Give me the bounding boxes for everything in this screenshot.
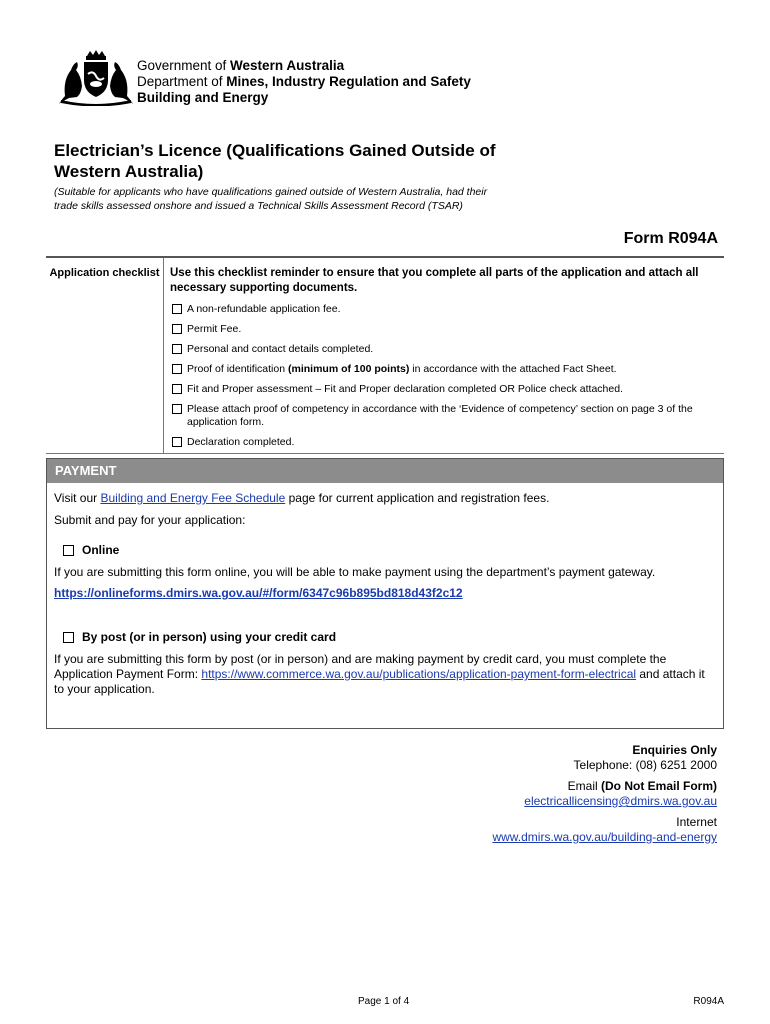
checkbox[interactable] bbox=[172, 437, 182, 447]
checklist-label: Application checklist bbox=[49, 267, 160, 279]
checklist-item-declaration[interactable]: Declaration completed. bbox=[172, 436, 294, 449]
checklist-item-fit-and-proper[interactable]: Fit and Proper assessment – Fit and Proper declaration completed OR Police check attached. bbox=[172, 383, 623, 396]
telephone: Telephone: (08) 6251 2000 bbox=[573, 758, 717, 772]
org-line-division: Building and Energy bbox=[137, 90, 269, 105]
checklist-item-proof-of-id[interactable]: Proof of identification (minimum of 100 points) in accordance with the attached Fact Sheet. bbox=[172, 363, 617, 376]
application-checklist bbox=[46, 256, 724, 454]
checkbox[interactable] bbox=[172, 384, 182, 394]
checklist-item-personal-details[interactable]: Personal and contact details completed. bbox=[172, 343, 373, 356]
online-form-link[interactable]: https://onlineforms.dmirs.wa.gov.au/#/form/6347c96b895bd818d43f2c12 bbox=[54, 586, 463, 600]
submit-instruction: Submit and pay for your application: bbox=[54, 513, 246, 527]
wa-crest-logo bbox=[57, 50, 135, 106]
payment-section bbox=[46, 458, 724, 729]
checklist-label-cell bbox=[46, 258, 164, 453]
payment-option-online[interactable]: Online bbox=[63, 543, 119, 557]
payment-form-link[interactable]: https://www.commerce.wa.gov.au/publications/application-payment-form-electrical bbox=[201, 667, 637, 681]
payment-option-post[interactable]: By post (or in person) using your credit card bbox=[63, 630, 336, 644]
online-payment-text: If you are submitting this form online, you will be able to make payment using the department’s payment gateway. bbox=[54, 565, 656, 579]
footer-form-code: R094A bbox=[693, 996, 724, 1007]
checkbox[interactable] bbox=[172, 364, 182, 374]
internet-label: Internet bbox=[676, 815, 717, 829]
website-link[interactable]: www.dmirs.wa.gov.au/building-and-energy bbox=[492, 830, 717, 844]
checkbox[interactable] bbox=[172, 324, 182, 334]
checklist-content bbox=[170, 258, 724, 448]
form-number: Form R094A bbox=[623, 230, 718, 247]
checklist-item-competency[interactable]: Please attach proof of competency in accordance with the ‘Evidence of competency’ section on page 3 of the application form. bbox=[172, 403, 717, 429]
checklist-item-application-fee[interactable]: A non-refundable application fee. bbox=[172, 303, 341, 316]
online-form-link-row bbox=[54, 586, 463, 601]
document-subtitle: (Suitable for applicants who have qualifications gained outside of Western Australia, had their trade skills assessed onshore and issued a Technical Skills Assessment Record (TSAR) bbox=[54, 186, 488, 212]
org-line-department: Department of Mines, Industry Regulation and Safety bbox=[137, 74, 471, 89]
page-number: Page 1 of 4 bbox=[358, 996, 410, 1007]
checklist-heading: Use this checklist reminder to ensure that you complete all parts of the application and attach all necessary supporting documents. bbox=[170, 267, 699, 294]
checkbox[interactable] bbox=[63, 632, 74, 643]
enquiries-label: Enquiries Only bbox=[632, 743, 717, 757]
checkbox[interactable] bbox=[172, 344, 182, 354]
fee-schedule-link[interactable]: Building and Energy Fee Schedule bbox=[100, 491, 286, 505]
post-payment-text: If you are submitting this form by post (or in person) and are making payment by credit card, you must complete the Application Payment Form: https://www.commerce.wa.gov.au/publications/application-payment-form-electrical and attach it to your application. bbox=[54, 652, 705, 696]
checklist-item-permit-fee[interactable]: Permit Fee. bbox=[172, 323, 241, 336]
email-label: Email (Do Not Email Form) bbox=[567, 779, 717, 793]
email-link[interactable]: electricallicensing@dmirs.wa.gov.au bbox=[524, 794, 717, 808]
payment-heading: PAYMENT bbox=[47, 459, 723, 483]
checkbox[interactable] bbox=[63, 545, 74, 556]
org-line-government: Government of Western Australia bbox=[137, 58, 345, 73]
checkbox[interactable] bbox=[172, 404, 182, 414]
document-title: Electrician’s Licence (Qualifications Gained Outside of Western Australia) bbox=[54, 141, 496, 181]
checkbox[interactable] bbox=[172, 304, 182, 314]
contact-details bbox=[317, 743, 717, 845]
fee-schedule-text: Visit our Building and Energy Fee Schedule page for current application and registration fees. bbox=[54, 491, 550, 505]
